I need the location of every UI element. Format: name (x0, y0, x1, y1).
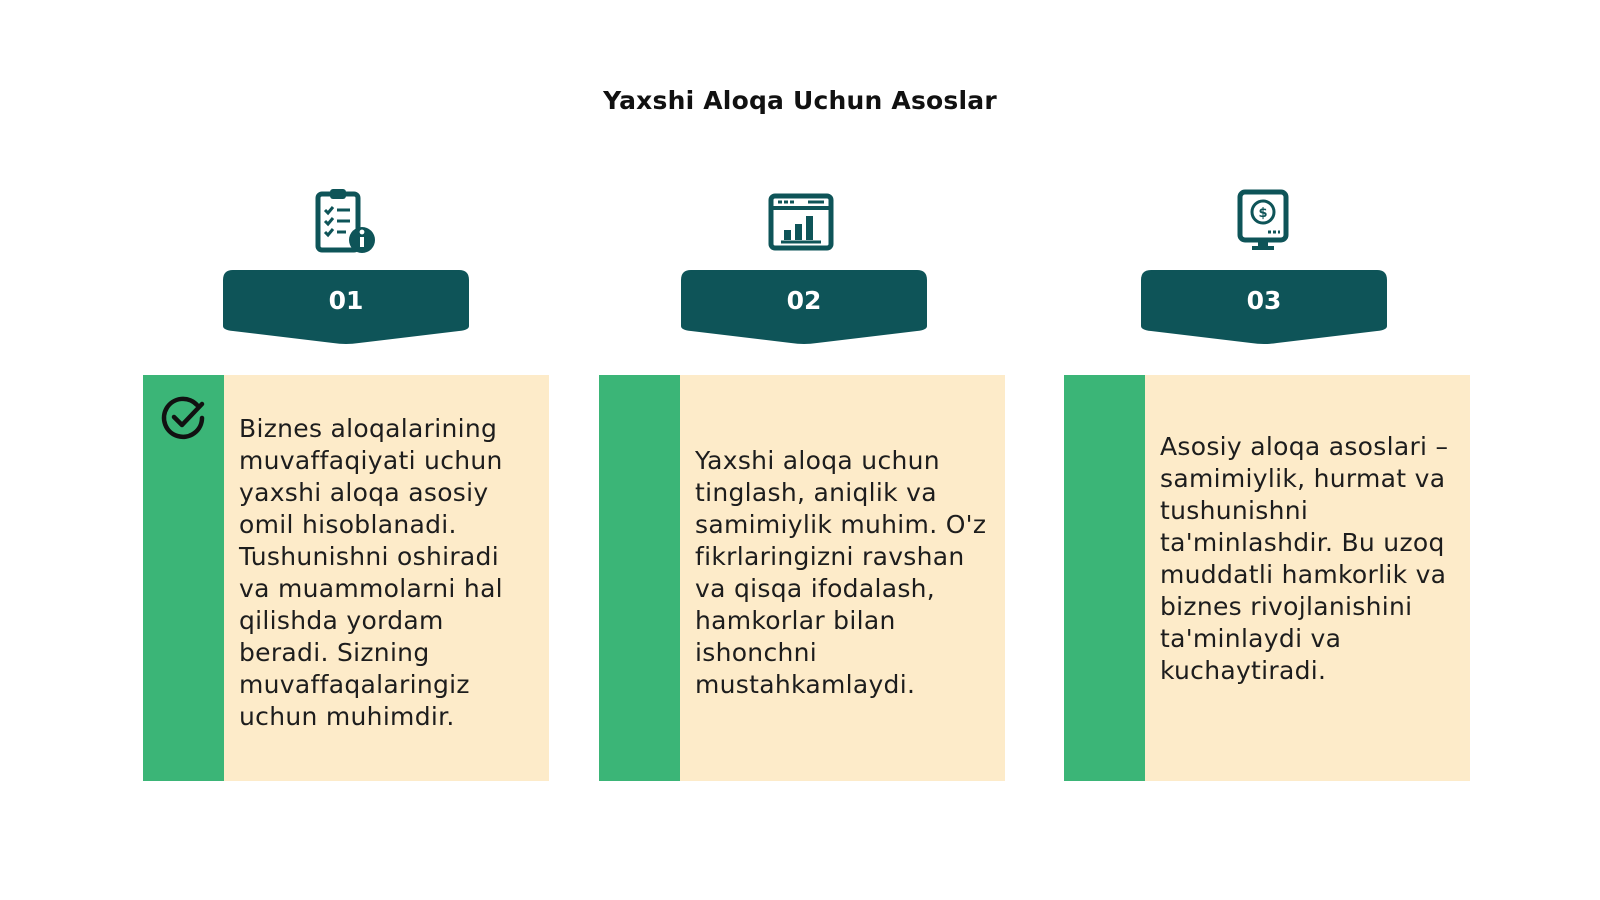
card-accent-bar (599, 375, 680, 781)
step-number: 03 (1246, 286, 1282, 315)
card-accent-bar (1064, 375, 1145, 781)
info-card-3 (1064, 375, 1470, 781)
step-badge-02 (681, 270, 927, 346)
card-text: Asosiy aloqa asoslari – samimiylik, hurmat va tushunishni ta'minlashdir. Bu uzoq muddatli hamkorlik va biznes rivojlanishini ta'minlaydi va kuchaytiradi. (1160, 432, 1449, 685)
bar-chart-window-icon (766, 186, 836, 256)
svg-text:$: $ (1258, 206, 1268, 221)
card-text: Biznes aloqalarining muvaffaqiyati uchun yaxshi aloqa asosiy omil hisoblanadi. Tushunishni oshiradi va muammolarni hal qilishda yordam beradi. Sizning muvaffaqalaringiz uchun muhimdir. (239, 414, 503, 731)
check-circle-icon (160, 395, 206, 441)
step-number: 02 (786, 286, 822, 315)
step-badge-01 (223, 270, 469, 346)
dollar-monitor-icon (1228, 186, 1298, 256)
card-text: Yaxshi aloqa uchun tinglash, aniqlik va samimiylik muhim. O'z fikrlaringizni ravshan va qisqa ifodalash, hamkorlar bilan ishonchni mustahkamlaydi. (695, 446, 987, 699)
info-card-1 (143, 375, 549, 781)
step-number: 01 (328, 286, 364, 315)
info-card-2 (599, 375, 1005, 781)
clipboard-checklist-info-icon (310, 186, 380, 256)
slide-title: Yaxshi Aloqa Uchun Asoslar (603, 86, 997, 115)
step-badge-03 (1141, 270, 1387, 346)
